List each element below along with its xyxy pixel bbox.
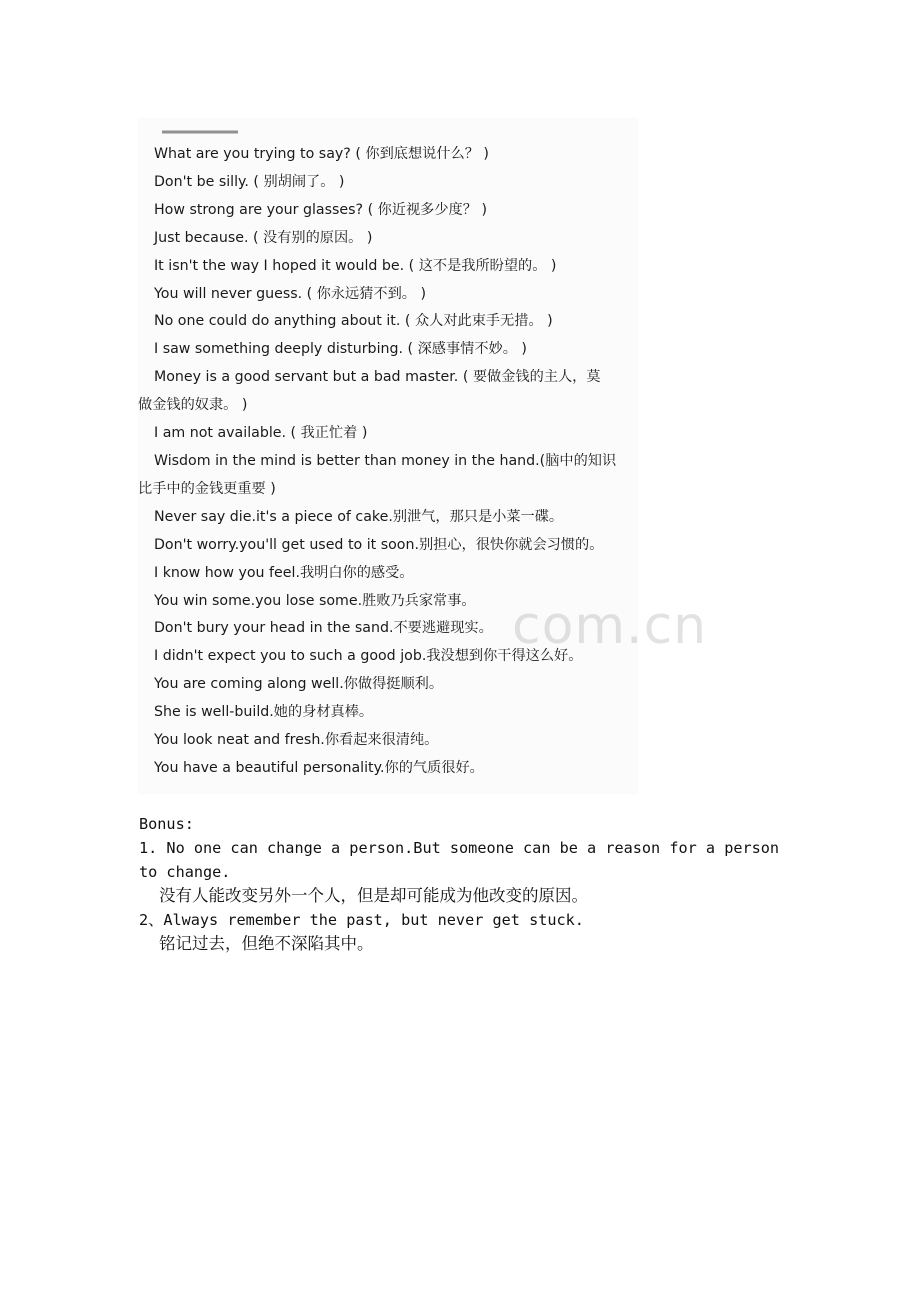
- watermark: com.cn: [512, 596, 708, 656]
- phrase-line: Money is a good servant but a bad master. ( 要做金钱的主人，莫: [154, 369, 601, 386]
- phrase-item: Never say die.it's a piece of cake.别泄气，那只是小菜一碟。: [154, 508, 564, 525]
- phrase-line: Wisdom in the mind is better than money in the hand.(脑中的知识: [154, 452, 617, 469]
- phrase-item: It isn't the way I hoped it would be. ( 这不是我所盼望的。 ): [154, 257, 557, 274]
- phrase-item: I didn't expect you to such a good job.我没想到你干得这么好。: [154, 648, 583, 665]
- phrase-item: You have a beautiful personality.你的气质很好。: [154, 759, 484, 776]
- phrase-item: [138, 364, 638, 420]
- phrase-item: She is well-build.她的身材真棒。: [154, 704, 374, 721]
- phrase-item: Just because. ( 没有别的原因。 ): [154, 229, 373, 246]
- bonus-item-2-chinese: 铭记过去，但绝不深陷其中。: [159, 934, 374, 953]
- cropped-heading-fragment: [162, 126, 238, 136]
- phrase-list: [138, 141, 638, 783]
- phrase-item: You are coming along well.你做得挺顺利。: [154, 676, 444, 693]
- phrase-item: What are you trying to say? ( 你到底想说什么？ ): [154, 146, 489, 162]
- bonus-item-1-chinese: 没有人能改变另外一个人，但是却可能成为他改变的原因。: [159, 886, 588, 905]
- phrase-item: Don't bury your head in the sand.不要逃避现实。: [154, 620, 493, 637]
- bonus-item-2-english: 2、Always remember the past, but never get stuck.: [139, 911, 584, 929]
- phrase-item: I saw something deeply disturbing. ( 深感事情不妙。 ): [154, 341, 527, 358]
- phrase-line-continued: 做金钱的奴隶。 ): [138, 397, 248, 414]
- phrase-item: How strong are your glasses? ( 你近视多少度？ ): [154, 201, 487, 218]
- phrase-item: You win some.you lose some.胜败乃兵家常事。: [154, 592, 476, 609]
- bonus-item-1-english-line-1: 1. No one can change a person.But someone can be a reason for a person: [139, 839, 780, 857]
- phrase-item: Don't worry.you'll get used to it soon.别担心，很快你就会习惯的。: [154, 536, 604, 553]
- phrase-item: You will never guess. ( 你永远猜不到。 ): [154, 285, 427, 302]
- phrase-item: I am not available. ( 我正忙着 ): [154, 425, 368, 442]
- bonus-item-1-english-line-2: to change.: [139, 863, 231, 881]
- phrase-item: You look neat and fresh.你看起来很清纯。: [154, 732, 439, 749]
- bonus-heading: Bonus:: [139, 815, 194, 833]
- bonus-section: [139, 812, 799, 956]
- phrase-item: Don't be silly. ( 别胡闹了。 ): [154, 173, 345, 190]
- phrase-line-continued: 比手中的金钱更重要 ): [138, 480, 276, 497]
- scanned-phrase-image: [138, 118, 638, 794]
- phrase-item: No one could do anything about it. ( 众人对此束手无措。 ): [154, 313, 553, 330]
- phrase-item: [138, 448, 638, 504]
- phrase-item: I know how you feel.我明白你的感受。: [154, 564, 414, 581]
